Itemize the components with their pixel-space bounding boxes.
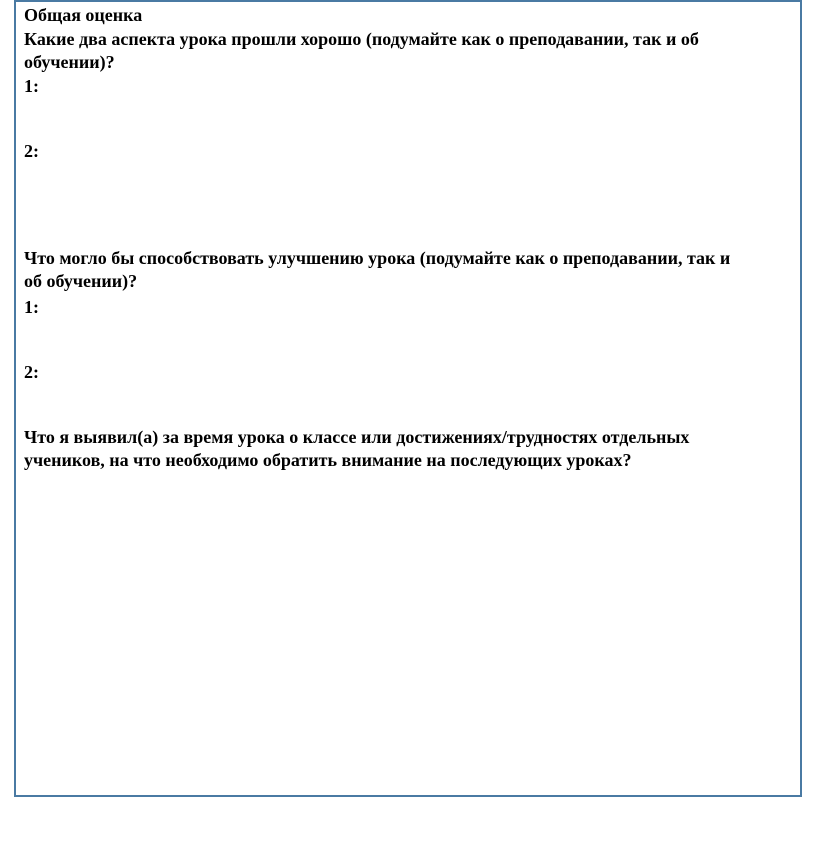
question-1-line-2: обучении)? bbox=[24, 52, 115, 72]
question-3-line-2: учеников, на что необходимо обратить внимание на последующих уроках? bbox=[24, 450, 632, 470]
question-1-item-1-label: 1: bbox=[24, 76, 39, 96]
question-1-line-1: Какие два аспекта урока прошли хорошо (подумайте как о преподавании, так и об bbox=[24, 29, 699, 49]
question-2-line-2: об обучении)? bbox=[24, 271, 138, 291]
question-3-line-1: Что я выявил(а) за время урока о классе или достижениях/трудностях отдельных bbox=[24, 427, 690, 447]
question-2-item-1-label: 1: bbox=[24, 297, 39, 317]
form-frame bbox=[14, 0, 802, 797]
form-heading: Общая оценка bbox=[24, 5, 143, 25]
question-1-item-2-label: 2: bbox=[24, 141, 39, 161]
question-2-item-2-label: 2: bbox=[24, 362, 39, 382]
question-2-line-1: Что могло бы способствовать улучшению урока (подумайте как о преподавании, так и bbox=[24, 248, 731, 268]
